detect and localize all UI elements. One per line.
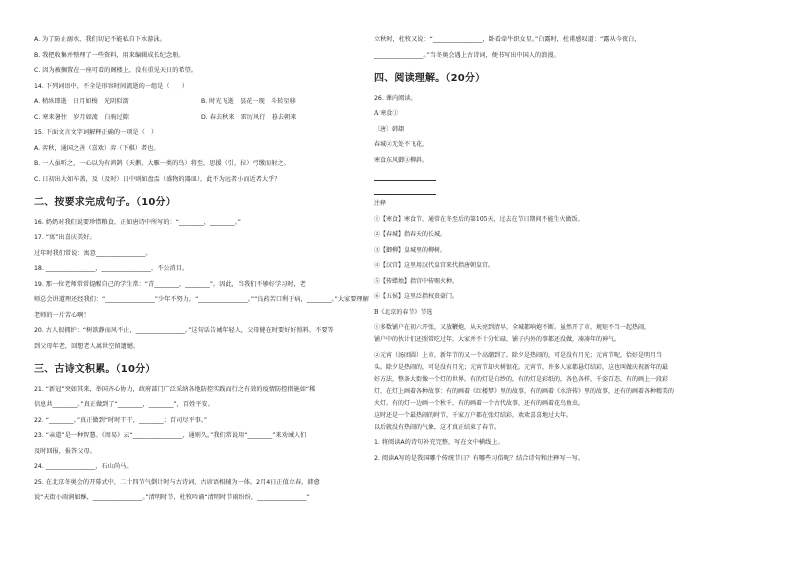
question-19-line3: 老师的一片苦心啊！ — [34, 311, 90, 319]
poem-line-1: 春城②无处不飞花， — [374, 141, 429, 148]
q15-option-a: A. 弈秋，通国之善（喜欢）弈（下棋）者也。 — [34, 144, 160, 152]
reading-b-title: B《北京的春节》节选 — [374, 308, 433, 316]
poem-author: 〔唐〕韩翃 — [374, 125, 405, 133]
option-b: B. 我把收集并整理了一些资料，用来编辑成长纪念册。 — [34, 51, 185, 59]
section-3-heading: 三、古诗文积累。（10分） — [34, 363, 156, 375]
q14-option-d: D. 春去秋来 雷厉风行 暮去朝来 — [201, 113, 297, 121]
question-23-line1: 23. “亲道”是一种智慧。《周易》云“________________，通则久。”我们常说用“________”来劝诫人们 — [34, 432, 307, 439]
reading-b-line-9: 以后就没有热闹的气象，这才真正结束了春节。 — [374, 423, 501, 431]
q14-option-a: A. 稍纵即逝 日月如梭 光阴似箭 — [34, 98, 129, 105]
q15-option-b: B. 一人虽听之，一心以为有鸿鹄（天鹅，大雁一类的鸟）将至，思援（引，拉）弓缴而射之。 — [34, 160, 290, 167]
question-25-line1: 25. 在北京冬奥会的开幕式中，二十四节气倒计时与古诗词、古谚语相辅为一体。2月4日正值立春，韩愈 — [34, 478, 320, 486]
reading-b-line-1: ①多数铺户在初六开张，又放鞭炮，从天亮到清早，全城都响炮不断。虽然开了市，规矩不当一起热闹， — [374, 324, 651, 331]
poem-blank-line-2[interactable] — [374, 186, 436, 195]
q14-options-row1 — [34, 98, 368, 106]
reading-b-line-6: 灯，在灯上画着各种故事：有的画着《红楼梦》里的故事，有的画着《水浒传》里的故事，还有的画着各种精美的 — [374, 387, 675, 395]
question-20-line2: 到父母年老，回想老人离世空留遗憾。 — [34, 342, 140, 350]
section-2-heading: 二、按要求完成句子。（10分） — [34, 196, 176, 208]
notes-label: 注释 — [374, 200, 387, 207]
sub-question-1: 1. 将阅读A的诗句补充完整，写在文中横线上。 — [374, 439, 504, 446]
question-18: 18. ________________，________________，不公消目。 — [34, 265, 189, 272]
option-a: A. 为了防止溺水，我们切记不能私自下水游泳。 — [34, 36, 166, 43]
reading-a-title: A 寒食① — [374, 110, 399, 117]
q14-options-row2 — [34, 114, 368, 122]
question-14: 14. 下列词语中，不全是形容时间流逝的一组是（ ） — [34, 82, 189, 90]
question-16: 16. 奶奶对我们说要珍惜粮食，正如唐诗中所写的：“________，________。” — [34, 218, 241, 226]
q14-option-b: B. 时光飞逝 昙花一现 斗转星移 — [201, 98, 296, 105]
question-25-line2: 说“天街小雨润如酥，________________。”清明时节，杜牧吟诵“清明时节雨纷纷，________________” — [34, 494, 310, 501]
question-17-line2: 过年时我们常说：寓意________________。 — [34, 249, 152, 257]
right-column — [374, 36, 762, 470]
question-19-line1: 19. 那一位老师常常提醒自己的学生常：“青________，________”。因此，当我们不够好学习时，老 — [34, 280, 306, 288]
note-2: ②【春城】指春天的长城。 — [374, 231, 447, 238]
poem-blank-line-1[interactable] — [374, 172, 436, 181]
note-1: ①【寒食】寒食节，通常在冬至后的第105天，过去在节日期间不能生火做饭。 — [374, 215, 584, 223]
question-19-line2: 师总会讲道理还经我们：“________________”少年不努力，“________________。”“良药苦口利于病，________。”大家要理解 — [34, 296, 369, 303]
note-4: ④【汉宫】这里用汉代皇宫来代指唐朝皇宫。 — [374, 262, 495, 269]
note-3: ③【御柳】皇城里的柳树。 — [374, 246, 447, 254]
question-17-line1: 17. “寓”出喜庆美好。 — [34, 234, 96, 241]
note-6: ⑥【五侯】这里泛指权贵豪门。 — [374, 293, 459, 300]
left-column — [34, 36, 368, 510]
reading-b-line-2: 铺户中的伙计们还照常吃过年，大家并不十分忙碌，铺子内外的事都还没做，凑凑年的神气。 — [374, 336, 621, 343]
reading-b-line-5: 好方法，整条大街像一个灯的世界。有的灯是白纱的，有的灯是彩纸的，各色各样，千姿百态，有的画上一段彩 — [374, 375, 669, 383]
question-24: 24. ________________，石山尚马。 — [34, 463, 133, 470]
question-23-line2: 及时回报，报答父母。 — [34, 447, 96, 455]
q25-continued-line1: 立秋时，杜牧又说：“________________，卧看牵牛织女星。”白露时，杜甫感叹道：“露从今夜白， — [374, 36, 641, 43]
question-21-line2: 信息共________。”真正做到了“________，________”，百姓平安。 — [34, 401, 214, 408]
poem-line-2: 寒食东风御③柳斜。 — [374, 156, 429, 164]
reading-b-line-8: 这时还是一个最热闹的时节，千家万户都在张灯结彩，欢欢喜喜地过大年。 — [374, 411, 573, 419]
question-26: 26. 课内阅读。 — [374, 94, 417, 102]
question-22: 22. “________。”真正做到“时时干干，________；百司尽平事。” — [34, 416, 208, 424]
q15-option-c: C. 日初出大如车盖，及（及时）日中则如盘盂（盛物的器皿），此不为远者小而近者大乎？ — [34, 175, 281, 183]
reading-b-line-4: 头。除夕是热闹的，可是没有月光；元宵节却火树银花。元宵节，许多人家都悬灯结彩，这也叫做庆祝新年的最 — [374, 363, 669, 371]
note-5: ⑤【传蜡烛】指宫中传赐火种。 — [374, 277, 459, 285]
reading-b-line-7: 火灯。有的灯一边画一个秋千，有的画着一个古代故事，还有的画着花鸟鱼虫。 — [374, 399, 585, 407]
q25-continued-line2: ________________。”当冬奥会遇上古诗词，便书写出中国人的浪漫。 — [374, 51, 560, 59]
section-4-heading: 四、阅读理解。（20分） — [374, 72, 486, 84]
sub-question-2: 2. 阅读A写的是我国哪个传统节日？有哪些习俗呢？结合诗句和注释写一写。 — [374, 454, 585, 462]
question-20-line1: 20. 古人很拥护：“树欲静而风不止，________________。”这句话告诫年轻人，父母健在时要好好照料，不要等 — [34, 327, 334, 334]
q14-option-c: C. 寒来暑往 岁月如流 白驹过隙 — [34, 113, 129, 121]
option-c: C. 因为被搁置在一座可看的阁楼上，没有重见天日的希望。 — [34, 67, 197, 74]
question-21-line1: 21. “新冠”突如其来，举国齐心协力，政府部门广泛采纳各地防控实践而行之有效的疫情防控措施如“稀 — [34, 385, 316, 393]
question-15: 15. 下面文言文字词解释正确的一项是（ ） — [34, 129, 158, 136]
reading-b-line-3: ②元宵（汤团圆）上市，新年节的又一个高潮到了。除夕是热闹的，可是没有月光；元宵节呢，恰好是明月当 — [374, 351, 663, 359]
